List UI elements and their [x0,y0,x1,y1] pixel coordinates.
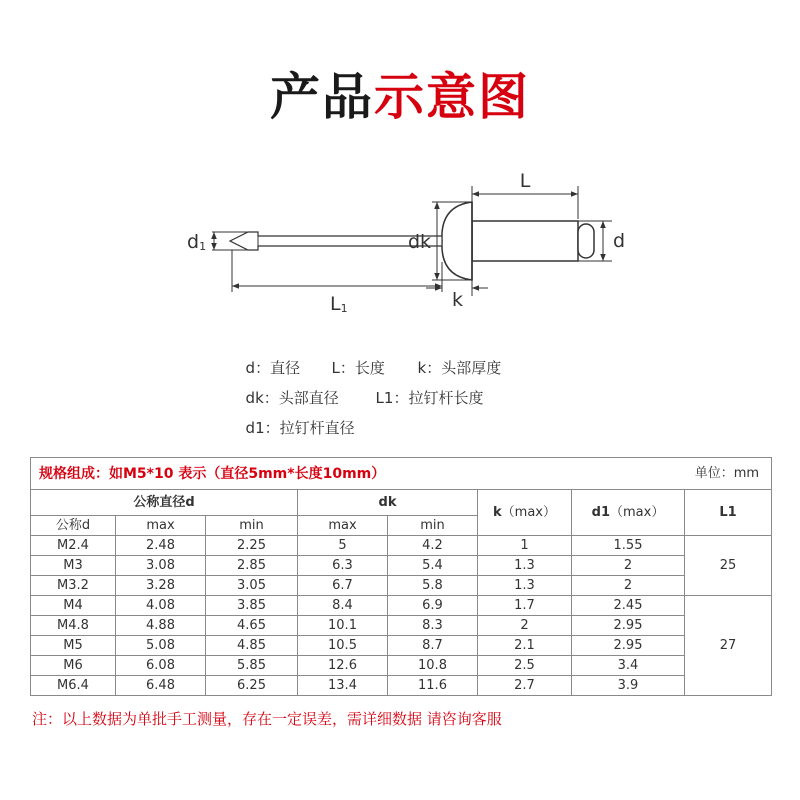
cell-size: M6 [31,656,116,676]
cell-dk-min: 11.6 [388,676,478,696]
cell-d-max: 4.08 [116,596,206,616]
title-black: 产品 [270,68,374,126]
mandrel-head [578,224,594,258]
cell-dk-max: 10.1 [298,616,388,636]
table-row [31,596,772,616]
cell-d-min: 2.85 [206,556,298,576]
cell-dk-min: 4.2 [388,536,478,556]
cell-d-min: 4.65 [206,616,298,636]
cell-k-max: 2.5 [478,656,572,676]
k-label: k [452,289,464,311]
legend-dk: dk：头部直径 [245,389,339,407]
footnote: 注：以上数据为单批手工测量，存在一定误差，需详细数据 请咨询客服 [32,710,502,728]
cell-dk-max: 6.3 [298,556,388,576]
cell-k-max: 1.3 [478,556,572,576]
subheader-dk-min: min [388,516,478,536]
rivet-body [472,221,578,261]
cell-k-max: 1.7 [478,596,572,616]
cell-d1-max: 2.95 [572,616,685,636]
table-row [31,576,772,596]
header-d1: d1（max） [572,490,685,536]
cell-d1-max: 3.4 [572,656,685,676]
cell-dk-min: 8.3 [388,616,478,636]
cell-size: M3.2 [31,576,116,596]
spec-title-cell [31,458,772,490]
table-row [31,536,772,556]
cell-d-min: 6.25 [206,676,298,696]
spec-title-row [31,458,772,490]
cell-d-min: 3.05 [206,576,298,596]
cell-dk-min: 6.9 [388,596,478,616]
cell-d1-max: 1.55 [572,536,685,556]
rivet-diagram [0,0,800,320]
L1-label: L1 [330,293,348,315]
legend-L1: L1：拉钉杆长度 [375,389,484,407]
cell-d-max: 4.88 [116,616,206,636]
legend-d: d：直径 [245,359,301,377]
cell-dk-min: 5.4 [388,556,478,576]
cell-L1-group-1: 25 [685,536,772,596]
cell-size: M4.8 [31,616,116,636]
cell-k-max: 1 [478,536,572,556]
cell-size: M5 [31,636,116,656]
subheader-d-max: max [116,516,206,536]
cell-size: M6.4 [31,676,116,696]
d-label: d [613,230,626,252]
cell-size: M4 [31,596,116,616]
table-row [31,616,772,636]
cell-dk-max: 12.6 [298,656,388,676]
cell-dk-min: 10.8 [388,656,478,676]
legend-row-1 [236,346,501,376]
cell-dk-min: 8.7 [388,636,478,656]
title-red: 示意图 [374,68,530,126]
header-dk: dk [298,490,478,516]
legend-row-2 [236,376,483,406]
cell-d1-max: 2.45 [572,596,685,616]
cell-k-max: 2 [478,616,572,636]
cell-k-max: 2.7 [478,676,572,696]
table-row [31,556,772,576]
cell-dk-max: 13.4 [298,676,388,696]
rivet-head [442,202,472,280]
cell-d-min: 4.85 [206,636,298,656]
cell-dk-max: 10.5 [298,636,388,656]
subheader-nominal-d: 公称d [31,516,116,536]
header-k: k（max） [478,490,572,536]
group-header-row [31,490,772,516]
cell-dk-max: 8.4 [298,596,388,616]
cell-d-max: 3.28 [116,576,206,596]
cell-d-max: 5.08 [116,636,206,656]
legend-L: L：长度 [331,359,385,377]
cell-dk-max: 5 [298,536,388,556]
cell-d-max: 6.08 [116,656,206,676]
cell-d-min: 5.85 [206,656,298,676]
spec-title: 规格组成：如M5*10 表示（直径5mm*长度10mm） [39,465,386,482]
L-label: L [519,170,531,192]
header-L1: L1 [685,490,772,536]
cell-d1-max: 3.9 [572,676,685,696]
cell-size: M3 [31,556,116,576]
cell-L1-group-2: 27 [685,596,772,696]
cell-d-max: 2.48 [116,536,206,556]
dk-label: dk [408,231,432,253]
cell-k-max: 1.3 [478,576,572,596]
cell-d-min: 2.25 [206,536,298,556]
spec-table [30,457,772,696]
subheader-dk-max: max [298,516,388,536]
subheader-d-min: min [206,516,298,536]
cell-d-max: 6.48 [116,676,206,696]
cell-dk-max: 6.7 [298,576,388,596]
legend-d1: d1：拉钉杆直径 [245,419,355,437]
table-row [31,676,772,696]
cell-k-max: 2.1 [478,636,572,656]
cell-d1-max: 2 [572,556,685,576]
unit-label: 单位：mm [694,465,760,481]
legend-row-3 [236,406,355,436]
cell-d1-max: 2 [572,576,685,596]
cell-size: M2.4 [31,536,116,556]
legend-k: k：头部厚度 [417,359,502,377]
table-row [31,636,772,656]
cell-d-max: 3.08 [116,556,206,576]
d1-label: d1 [187,231,207,253]
cell-dk-min: 5.8 [388,576,478,596]
table-row [31,656,772,676]
cell-d1-max: 2.95 [572,636,685,656]
header-nominal-diameter: 公称直径d [31,490,298,516]
cell-d-min: 3.85 [206,596,298,616]
